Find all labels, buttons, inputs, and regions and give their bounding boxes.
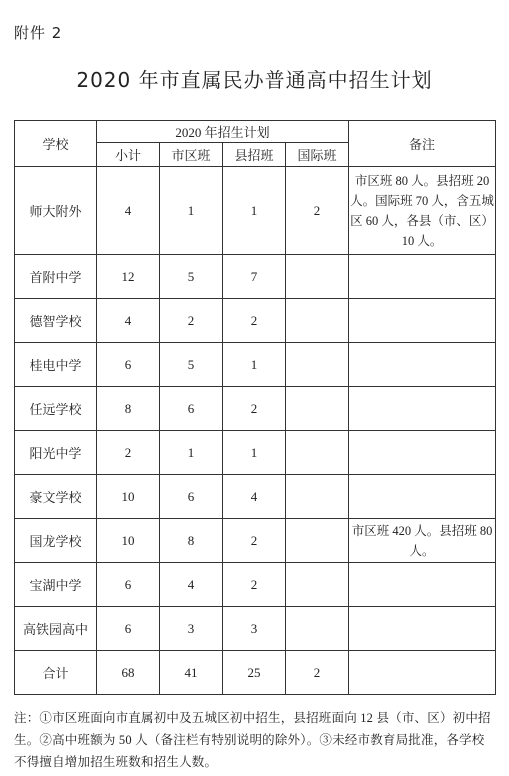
cell-subtotal: 4 — [97, 299, 160, 343]
cell-note — [349, 431, 496, 475]
table-row — [15, 431, 496, 475]
cell-intl — [286, 255, 349, 299]
cell-note — [349, 387, 496, 431]
cell-note — [349, 475, 496, 519]
cell-intl — [286, 387, 349, 431]
cell-subtotal: 4 — [97, 167, 160, 255]
cell-school: 阳光中学 — [15, 431, 97, 475]
cell-subtotal: 6 — [97, 343, 160, 387]
cell-school: 国龙学校 — [15, 519, 97, 563]
cell-subtotal: 6 — [97, 607, 160, 651]
cell-intl — [286, 607, 349, 651]
cell-city: 2 — [160, 299, 223, 343]
header-plan-group: 2020 年招生计划 — [97, 121, 349, 143]
cell-city: 8 — [160, 519, 223, 563]
table-row — [15, 343, 496, 387]
cell-city: 1 — [160, 431, 223, 475]
cell-county: 2 — [223, 387, 286, 431]
cell-city: 5 — [160, 343, 223, 387]
cell-subtotal: 68 — [97, 651, 160, 695]
table-row — [15, 255, 496, 299]
table-total-row — [15, 651, 496, 695]
cell-city: 1 — [160, 167, 223, 255]
page-title: 2020 年市直属民办普通高中招生计划 — [76, 68, 433, 92]
cell-county: 2 — [223, 519, 286, 563]
cell-intl — [286, 475, 349, 519]
cell-subtotal: 12 — [97, 255, 160, 299]
cell-note: 市区班 80 人。县招班 20 人。国际班 70 人，含五城区 60 人，各县（市、区）10 人。 — [349, 167, 496, 255]
cell-county: 1 — [223, 343, 286, 387]
table-row — [15, 475, 496, 519]
cell-school: 高铁园高中 — [15, 607, 97, 651]
header-city-class: 市区班 — [160, 143, 223, 167]
cell-school: 宝湖中学 — [15, 563, 97, 607]
cell-subtotal: 8 — [97, 387, 160, 431]
cell-county: 25 — [223, 651, 286, 695]
cell-intl — [286, 343, 349, 387]
cell-note — [349, 651, 496, 695]
cell-city: 4 — [160, 563, 223, 607]
cell-intl — [286, 563, 349, 607]
cell-intl: 2 — [286, 651, 349, 695]
cell-subtotal: 10 — [97, 519, 160, 563]
cell-county: 2 — [223, 299, 286, 343]
cell-school: 任远学校 — [15, 387, 97, 431]
cell-subtotal: 2 — [97, 431, 160, 475]
cell-intl: 2 — [286, 167, 349, 255]
enrollment-plan-table — [14, 120, 496, 695]
cell-school: 桂电中学 — [15, 343, 97, 387]
cell-county: 1 — [223, 167, 286, 255]
table-row — [15, 387, 496, 431]
header-subtotal: 小计 — [97, 143, 160, 167]
cell-county: 1 — [223, 431, 286, 475]
cell-school: 师大附外 — [15, 167, 97, 255]
cell-intl — [286, 519, 349, 563]
cell-subtotal: 10 — [97, 475, 160, 519]
cell-city: 6 — [160, 387, 223, 431]
cell-county: 3 — [223, 607, 286, 651]
cell-county: 4 — [223, 475, 286, 519]
cell-school: 合计 — [15, 651, 97, 695]
cell-note — [349, 607, 496, 651]
header-remarks: 备注 — [349, 121, 496, 167]
table-row — [15, 607, 496, 651]
attachment-label: 附件 2 — [14, 24, 63, 42]
cell-city: 3 — [160, 607, 223, 651]
table-row — [15, 167, 496, 255]
cell-county: 2 — [223, 563, 286, 607]
cell-intl — [286, 431, 349, 475]
cell-city: 41 — [160, 651, 223, 695]
cell-subtotal: 6 — [97, 563, 160, 607]
footnote: 注：①市区班面向市直属初中及五城区初中招生，县招班面向 12 县（市、区）初中招生。②高中班额为 50 人（备注栏有特别说明的除外）。③未经市教育局批准，各学校不得擅自增加招生班数和招生人数。 — [14, 711, 491, 769]
header-school: 学校 — [15, 121, 97, 167]
table-row — [15, 299, 496, 343]
cell-county: 7 — [223, 255, 286, 299]
cell-city: 6 — [160, 475, 223, 519]
cell-city: 5 — [160, 255, 223, 299]
cell-note — [349, 255, 496, 299]
header-county-class: 县招班 — [223, 143, 286, 167]
cell-note — [349, 299, 496, 343]
cell-note — [349, 563, 496, 607]
header-intl-class: 国际班 — [286, 143, 349, 167]
table-row — [15, 519, 496, 563]
cell-intl — [286, 299, 349, 343]
cell-school: 首附中学 — [15, 255, 97, 299]
table-row — [15, 563, 496, 607]
cell-note — [349, 343, 496, 387]
cell-note: 市区班 420 人。县招班 80 人。 — [349, 519, 496, 563]
cell-school: 豪文学校 — [15, 475, 97, 519]
cell-school: 德智学校 — [15, 299, 97, 343]
